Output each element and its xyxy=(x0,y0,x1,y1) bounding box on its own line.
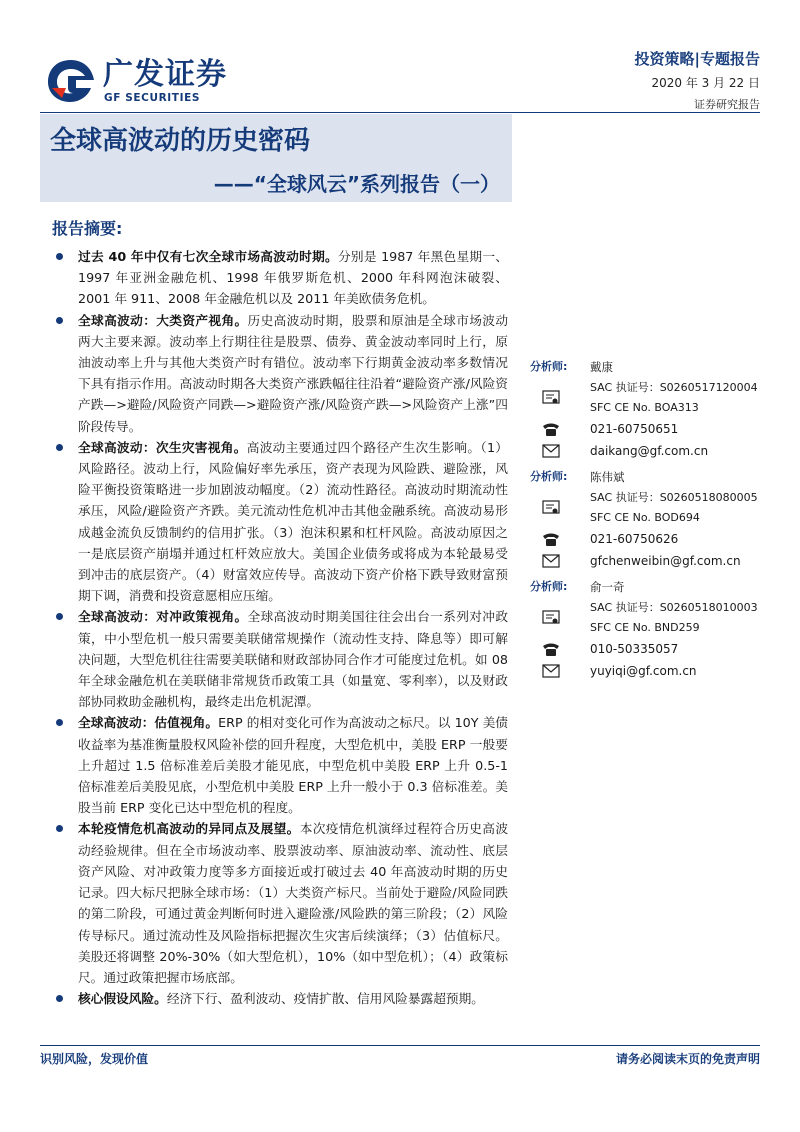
analyst-email[interactable]: daikang@gf.com.cn xyxy=(590,444,709,458)
report-category: 证券研究报告 xyxy=(694,98,760,111)
bullet-icon xyxy=(56,253,63,260)
analyst-label: 分析师: xyxy=(530,580,568,593)
analyst-sfc: SFC CE No. BND259 xyxy=(590,621,700,634)
envelope-icon xyxy=(542,663,560,679)
bullet-icon xyxy=(56,444,63,451)
analyst-email[interactable]: yuyiqi@gf.com.cn xyxy=(590,664,697,678)
envelope-icon xyxy=(542,443,560,459)
certificate-icon xyxy=(542,610,560,626)
telephone-icon xyxy=(542,641,560,657)
analyst-phone: 021-60750651 xyxy=(590,422,679,436)
abstract-item-text: 分别是 1987 年黑色星期一、1997 年亚洲金融危机、1998 年俄罗斯危机、2000 年科网泡沫破裂、2001 年 911、2008 年金融危机以及 2011 年美欧债务危机。 xyxy=(78,249,508,307)
abstract-item-text: 高波动主要通过四个路径产生次生影响。（1）风险路径。波动上行，风险偏好率先承压，资产表现为风险跌、避险涨，风险平衡投资策略进一步加剧波动幅度。（2）流动性路径。高波动时期流动性承压，风险/避险资产齐跌。美元流动性危机冲击其他金融系统。高波动易形成越金流负反馈制约的信用扩张。（3）泡沫积累和杠杆风险。高波动原因之一是底层资产崩塌并通过杠杆效应放大。美国企业债务或将成为本轮最易受到冲击的底层资产。（4）财富效应传导。高波动下资产价格下跌导致财富预期下调，消费和投资意愿相应压缩。 xyxy=(78,439,508,604)
footer-divider xyxy=(40,1045,760,1046)
analyst-name: 俞一奇 xyxy=(590,580,625,594)
analyst-card xyxy=(530,576,765,682)
gf-logo-icon xyxy=(46,58,96,104)
abstract-item xyxy=(56,818,508,988)
analyst-name: 戴康 xyxy=(590,360,613,374)
abstract-heading: 报告摘要: xyxy=(52,219,123,238)
abstract-item-lead: 本轮疫情危机高波动的异同点及展望。 xyxy=(78,821,300,837)
page-subtitle: ——“全球风云”系列报告（一） xyxy=(213,172,500,196)
page-title: 全球高波动的历史密码 xyxy=(50,126,311,156)
certificate-icon xyxy=(542,500,560,516)
report-date: 2020 年 3 月 22 日 xyxy=(651,76,760,90)
analyst-phone: 010-50335057 xyxy=(590,642,679,656)
abstract-item xyxy=(56,310,508,437)
abstract-list xyxy=(56,246,508,1009)
logo-text-cn: 广发证券 xyxy=(103,57,227,92)
analyst-phone: 021-60750626 xyxy=(590,532,679,546)
bullet-icon xyxy=(56,995,63,1002)
bullet-icon xyxy=(56,613,63,620)
abstract-item xyxy=(56,606,508,712)
analyst-label: 分析师: xyxy=(530,470,568,483)
bullet-icon xyxy=(56,317,63,324)
analyst-name: 陈伟斌 xyxy=(590,470,625,484)
abstract-item-text: ERP 的相对变化可作为高波动之标尺。以 10Y 美债收益率为基准衡量股权风险补偿的回升程度，大型危机中，美股 ERP 一般要上升超过 1.5 倍标准差后美股才能见底，中型危机中美股 ERP 上升 0.5-1 倍标准差后美股见底，小型危机中美股 ERP 上升一般小于 0.3 倍标准差。美股当前 ERP 变化已达中型危机的程度。 xyxy=(78,715,508,816)
header-divider xyxy=(40,112,760,113)
analyst-sac: SAC 执证号：S0260518010003 xyxy=(590,601,758,614)
telephone-icon xyxy=(542,421,560,437)
analyst-card xyxy=(530,356,765,462)
report-type: 投资策略|专题报告 xyxy=(634,50,760,68)
analyst-email[interactable]: gfchenweibin@gf.com.cn xyxy=(590,554,741,568)
abstract-item-lead: 全球高波动：估值视角。 xyxy=(78,715,219,731)
analyst-sfc: SFC CE No. BOA313 xyxy=(590,401,699,414)
abstract-item-lead: 全球高波动：对冲政策视角。 xyxy=(78,609,248,625)
telephone-icon xyxy=(542,531,560,547)
footer-slogan: 识别风险，发现价值 xyxy=(40,1052,149,1066)
analyst-card xyxy=(530,466,765,572)
abstract-item-lead: 全球高波动：次生灾害视角。 xyxy=(78,439,247,455)
abstract-item xyxy=(56,712,508,818)
bullet-icon xyxy=(56,825,63,832)
envelope-icon xyxy=(542,553,560,569)
bullet-icon xyxy=(56,719,63,726)
abstract-item-lead: 全球高波动：大类资产视角。 xyxy=(78,312,248,328)
abstract-item xyxy=(56,988,508,1009)
abstract-item-text: 本次疫情危机演绎过程符合历史高波动经验规律。但在全市场波动率、股票波动率、原油波动率、流动性、底层资产风险、对冲政策力度等多方面接近或打破过去 40 年高波动时期的历史记录。四大标尺把脉全球市场：（1）大类资产标尺。当前处于避险/风险同跌的第二阶段，可通过黄金判断何时进入避险涨/风险跌的第三阶段；（2）风险传导标尺。通过流动性及风险指标把握次生灾害后续演绎；（3）估值标尺。美股还将调整 20%-30%（如大型危机），10%（如中型危机）；（4）政策标尺。通过政策把握市场底部。 xyxy=(78,821,509,985)
analyst-sac: SAC 执证号：S0260518080005 xyxy=(590,491,758,504)
abstract-item-lead: 核心假设风险。 xyxy=(78,991,167,1007)
analyst-sfc: SFC CE No. BOD694 xyxy=(590,511,700,524)
abstract-item xyxy=(56,437,508,607)
certificate-icon xyxy=(542,390,560,406)
logo-text-en: GF SECURITIES xyxy=(104,92,201,104)
abstract-item-lead: 过去 40 年中仅有七次全球市场高波动时期。 xyxy=(78,249,338,264)
analyst-label: 分析师: xyxy=(530,360,568,373)
analyst-sac: SAC 执证号：S0260517120004 xyxy=(590,381,758,394)
abstract-item-text: 全球高波动时期美国往往会出台一系列对冲政策，中小型危机一般只需要美联储常规操作（流动性支持、降息等）即可解决问题，大型危机往往需要美联储和财政部协同合作才可能度过危机。如 08 年全球金融危机在美联储非常规货币政策工具（如量宽、零利率），以及财政部协同救助金融机构，最终走出危机泥潭。 xyxy=(78,609,509,710)
abstract-item-text: 历史高波动时期，股票和原油是全球市场波动两大主要来源。波动率上行期往往是股票、债券、黄金波动率同时上行，原油波动率上升与其他大类资产时有错位。波动率下行期黄金波动率多数情况下具有指示作用。高波动时期各大类资产涨跌幅往往沿着“避险资产涨/风险资产跌—>避险/风险资产同跌—>避险资产涨/风险资产跌—>风险资产上涨”四阶段传导。 xyxy=(78,312,509,434)
footer-disclaimer: 请务必阅读末页的免责声明 xyxy=(615,1052,760,1066)
abstract-item xyxy=(56,246,508,310)
abstract-item-text: 经济下行、盈利波动、疫情扩散、信用风险暴露超预期。 xyxy=(166,991,484,1007)
